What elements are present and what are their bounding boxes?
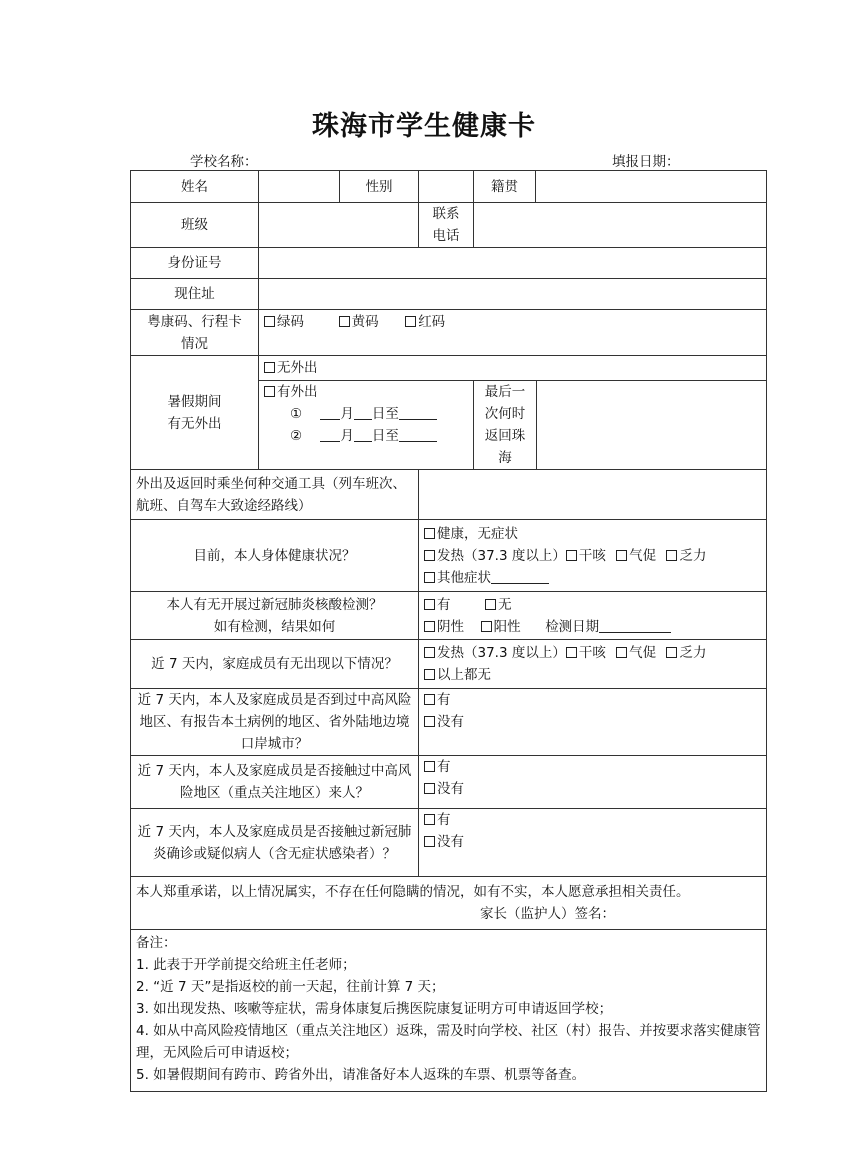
test-date-blank[interactable] [599,618,671,633]
checkbox-icon[interactable] [424,572,435,583]
checkbox-icon[interactable] [616,550,627,561]
checkbox-icon[interactable] [424,783,435,794]
last-return-label [474,381,537,470]
summer-travel-label-line1: 暑假期间 [167,393,222,410]
address-label: 现住址 [131,279,259,310]
family-breath-option[interactable]: 气促 [616,645,656,661]
trip-number: ① [290,406,303,422]
end-date-blank[interactable] [399,427,437,442]
fever-option[interactable]: 发热（37.3 度以上） [424,548,566,564]
checkbox-icon[interactable] [264,316,275,327]
note-item: 3. 如出现发热、咳嗽等症状，需身体康复后携医院康复证明方可申请返回学校； [136,1001,613,1017]
green-code-option[interactable]: 绿码 [264,314,304,330]
gender-label: 性别 [340,171,419,203]
health-code-label-line1: 粤康码、行程卡 [147,313,242,330]
checkbox-icon[interactable] [616,647,627,658]
checkbox-icon[interactable] [666,550,677,561]
notes-cell [131,930,767,1092]
contact-region-options [419,756,767,809]
checkbox-icon[interactable] [566,550,577,561]
contact-region-yes-option[interactable]: 有 [424,756,761,778]
negative-option[interactable]: 阴性 [424,619,464,635]
summer-travel-label [131,356,259,470]
yellow-code-option[interactable]: 黄码 [339,314,379,330]
contact-case-no-option[interactable]: 没有 [424,831,761,853]
name-label: 姓名 [131,171,259,203]
phone-label-line1: 联系 [432,206,460,222]
day-to-label: 日至 [371,428,399,444]
checkbox-icon[interactable] [339,316,350,327]
contact-case-options [419,809,767,877]
other-symptom-option[interactable]: 其他症状 [424,567,761,589]
checkbox-icon[interactable] [424,716,435,727]
nucleic-test-question [131,592,419,640]
note-item: 1. 此表于开学前提交给班主任老师； [136,957,356,973]
contact-region-question: 近 7 天内，本人及家庭成员是否接触过中高风险地区（重点关注地区）来人？ [131,756,419,809]
checkbox-icon[interactable] [405,316,416,327]
family-symptom-row [424,642,761,664]
test-no-option[interactable]: 无 [485,597,512,613]
positive-option[interactable]: 阳性 [481,619,521,635]
has-travel-option[interactable]: 有外出 [264,381,468,403]
transport-question: 外出及返回时乘坐何种交通工具（列车班次、航班、自驾车大致途经路线） [131,470,419,520]
name-field[interactable] [259,171,340,203]
class-field[interactable] [259,203,419,248]
nucleic-test-options [419,592,767,640]
region-yes-option[interactable]: 有 [424,689,761,711]
nucleic-test-question-line2: 如有检测，结果如何 [213,618,336,635]
checkbox-icon[interactable] [424,836,435,847]
school-name-label: 学校名称： [190,154,258,170]
month-blank[interactable] [320,427,340,442]
checkbox-icon[interactable] [424,694,435,705]
fatigue-option[interactable]: 乏力 [666,548,706,564]
guardian-signature-label[interactable]: 家长（监护人）签名： [480,906,615,922]
region-no-option[interactable]: 没有 [424,711,761,733]
test-yes-no-row [424,594,761,616]
note-item: 2. “近 7 天”是指返校的前一天起，往前计算 7 天； [136,979,445,995]
contact-case-question: 近 7 天内，本人及家庭成员是否接触过新冠肺炎确诊或疑似病人（含无症状感染者）？ [131,809,419,877]
family-symptom-options [419,640,767,689]
promise-text: 本人郑重承诺，以上情况属实，不存在任何隐瞒的情况，如有不实，本人愿意承担相关责任。 [136,884,690,900]
checkbox-icon[interactable] [566,647,577,658]
checkbox-icon[interactable] [424,814,435,825]
family-none-option[interactable]: 以上都无 [424,664,761,686]
test-date-label: 检测日期 [545,618,600,635]
class-label: 班级 [131,203,259,248]
id-number-field[interactable] [259,248,767,279]
test-yes-option[interactable]: 有 [424,597,451,613]
month-label: 月 [340,428,354,444]
gender-field[interactable] [419,171,474,203]
health-code-label [131,310,259,356]
native-place-label: 籍贯 [474,171,536,203]
health-card-table [130,170,767,1092]
checkbox-icon[interactable] [424,647,435,658]
family-symptom-question: 近 7 天内，家庭成员有无出现以下情况？ [131,640,419,689]
cough-option[interactable]: 干咳 [566,548,606,564]
health-code-label-line2: 情况 [181,335,208,352]
checkbox-icon[interactable] [424,550,435,561]
other-symptom-blank[interactable] [491,569,549,584]
breath-option[interactable]: 气促 [616,548,656,564]
checkbox-icon[interactable] [264,362,275,373]
checkbox-icon[interactable] [424,669,435,680]
id-number-label: 身份证号 [131,248,259,279]
summer-travel-label-line2: 有无外出 [167,415,222,432]
day-blank[interactable] [354,405,372,420]
red-code-option[interactable]: 红码 [405,314,445,330]
checkbox-icon[interactable] [424,621,435,632]
family-fatigue-option[interactable]: 乏力 [666,645,706,661]
last-return-label-line1: 最后一次何时 [484,384,526,422]
phone-field[interactable] [474,203,767,248]
month-blank[interactable] [320,405,340,420]
last-return-field[interactable] [537,381,767,470]
health-code-options [259,310,767,356]
risk-region-options [419,689,767,756]
month-label: 月 [340,406,354,422]
checkbox-icon[interactable] [481,621,492,632]
phone-label-line2: 电话 [432,228,460,244]
notes-title: 备注： [136,935,177,951]
risk-region-question: 近 7 天内，本人及家庭成员是否到过中高风险地区、有报告本土病例的地区、省外陆地边境口岸城市？ [131,689,419,756]
test-result-row [424,616,761,638]
family-fever-option[interactable]: 发热（37.3 度以上） [424,645,566,661]
trip-number: ② [290,428,303,444]
checkbox-icon[interactable] [424,528,435,539]
native-place-field[interactable] [536,171,767,203]
symptom-options [424,545,761,567]
end-date-blank[interactable] [399,405,437,420]
checkbox-icon[interactable] [424,599,435,610]
day-to-label: 日至 [371,406,399,422]
address-field[interactable] [259,279,767,310]
family-cough-option[interactable]: 干咳 [566,645,606,661]
checkbox-icon[interactable] [485,599,496,610]
contact-case-yes-option[interactable]: 有 [424,809,761,831]
note-item: 4. 如从中高风险疫情地区（重点关注地区）返珠，需及时向学校、社区（村）报告、并按要求落实健康管理，无风险后可申请返校； [136,1023,761,1061]
checkbox-icon[interactable] [264,386,275,397]
checkbox-icon[interactable] [424,761,435,772]
trip-row-1 [264,403,468,425]
phone-label [419,203,474,248]
nucleic-test-question-line1: 本人有无开展过新冠肺炎核酸检测？ [166,596,383,613]
health-status-options [419,520,767,592]
promise-cell [131,877,767,930]
trip-row-2 [264,425,468,447]
fill-date-label: 填报日期： [612,154,680,170]
day-blank[interactable] [354,427,372,442]
page-title: 珠海市学生健康卡 [312,111,536,142]
note-item: 5. 如暑假期间有跨市、跨省外出，请准备好本人返珠的车票、机票等备查。 [136,1067,586,1083]
healthy-option[interactable]: 健康，无症状 [424,523,761,545]
travel-detail-cell [259,381,474,470]
contact-region-no-option[interactable]: 没有 [424,778,761,800]
health-status-question: 目前，本人身体健康状况？ [131,520,419,592]
checkbox-icon[interactable] [666,647,677,658]
transport-field[interactable] [419,470,767,520]
no-travel-option[interactable]: 无外出 [259,356,767,381]
last-return-label-line2: 返回珠海 [484,428,526,466]
